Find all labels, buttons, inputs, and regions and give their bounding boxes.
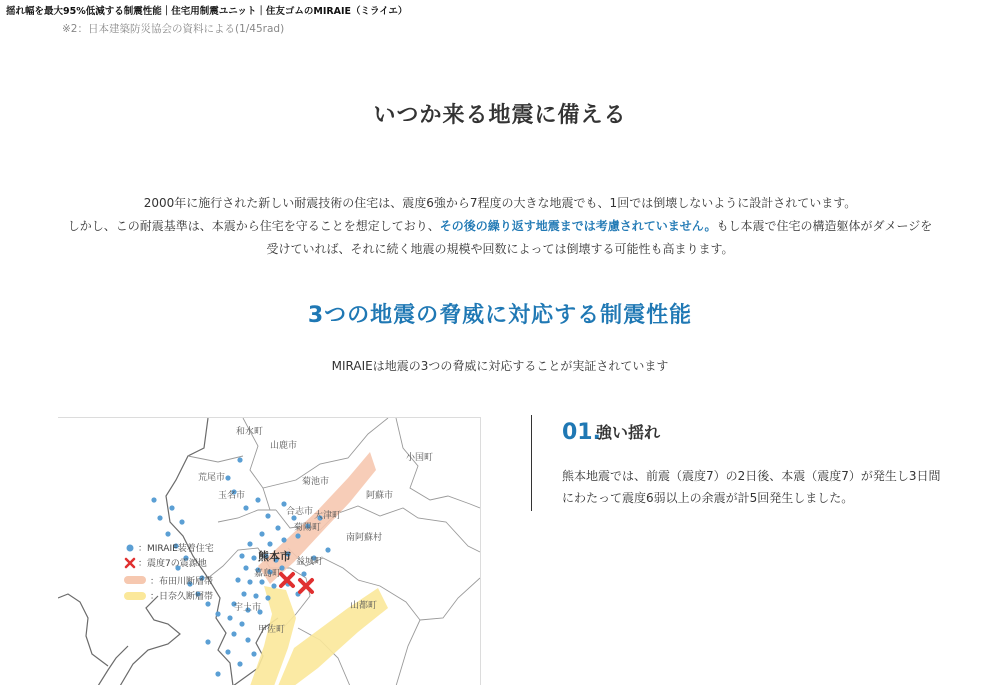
label-oguni: 小国町 — [406, 453, 434, 463]
legend-futagawa-swatch — [124, 576, 146, 584]
section-title: いつか来る地震に備える — [373, 103, 627, 128]
legend-hinagu: ：日奈久断層帯 — [150, 592, 214, 602]
item-description-line-2: にわたって震度6弱以上の余震が計5回発生しました。 — [562, 491, 854, 505]
legend-futagawa: ：布田川断層帯 — [150, 577, 214, 587]
place-labels — [198, 425, 433, 635]
epicenter-marks — [281, 574, 312, 592]
label-kosa: 甲佐町 — [258, 625, 286, 635]
map-svg — [58, 418, 480, 685]
label-aso: 阿蘇市 — [366, 491, 394, 501]
label-tamana: 玉名市 — [218, 491, 246, 501]
label-yamato: 山都町 — [350, 601, 378, 611]
epicenter-2 — [300, 580, 312, 592]
footnote: ※2：日本建築防災協会の資料による(1/45rad) — [62, 23, 285, 35]
label-kumamoto: 熊本市 — [258, 550, 291, 563]
label-minamiaso: 南阿蘇村 — [346, 533, 383, 543]
label-uto: 宇土市 — [234, 603, 262, 613]
legend-hinagu-swatch — [124, 592, 146, 600]
divider-line — [531, 415, 532, 511]
performance-subtitle: MIRAIEは地震の3つの脅威に対応することが実証されています — [331, 359, 669, 373]
label-ozu: 大津町 — [314, 511, 342, 521]
intro-line-3: 受けていれば、それに続く地震の規模や回数によっては倒壊する可能性も高まります。 — [266, 242, 734, 256]
intro-line-2-pre: しかし、この耐震基準は、本震から住宅を守ることを想定しており、 — [67, 219, 440, 233]
kumamoto-map — [58, 417, 481, 685]
label-wasui: 和水町 — [236, 427, 264, 437]
legend-epicenter: ：震度7の震源地 — [138, 559, 207, 569]
intro-line-2-post: もし本震で住宅の構造躯体がダメージを — [716, 219, 933, 233]
label-kashima: 嘉島町 — [254, 569, 282, 579]
map-legend — [124, 542, 214, 602]
label-arao: 荒尾市 — [198, 473, 226, 483]
item-description-line-1: 熊本地震では、前震（震度7）の2日後、本震（震度7）が発生し3日間 — [562, 469, 941, 483]
intro-highlight: その後の繰り返す地震までは考慮されていません。 — [439, 219, 717, 233]
breadcrumb[interactable]: 揺れ幅を最大95%低減する制震性能｜住宅用制震ユニット｜住友ゴムのMIRAIE（ミライエ） — [6, 6, 408, 17]
performance-title: 3つの地震の脅威に対応する制震性能 — [307, 303, 693, 328]
item-title: 強い揺れ — [596, 423, 661, 442]
item-description — [562, 465, 962, 509]
intro-line-2 — [40, 215, 960, 238]
legend-dot-icon — [127, 545, 134, 552]
label-kikuchi: 菊池市 — [302, 477, 330, 487]
label-mashiki: 益城町 — [296, 557, 324, 567]
label-yamaga: 山鹿市 — [270, 441, 298, 451]
intro-line-1: 2000年に施行された新しい耐震技術の住宅は、震度6強から7程度の大きな地震でも、1回では倒壊しないように設計されています。 — [143, 196, 857, 210]
label-kikuyo: 菊陽町 — [294, 523, 322, 533]
intro-paragraph — [40, 192, 960, 261]
item-number: 01. — [562, 420, 601, 445]
legend-x-icon — [126, 559, 134, 567]
label-koshi: 合志市 — [286, 507, 314, 517]
legend-miraie: ：MIRAIE装着住宅 — [138, 544, 214, 554]
